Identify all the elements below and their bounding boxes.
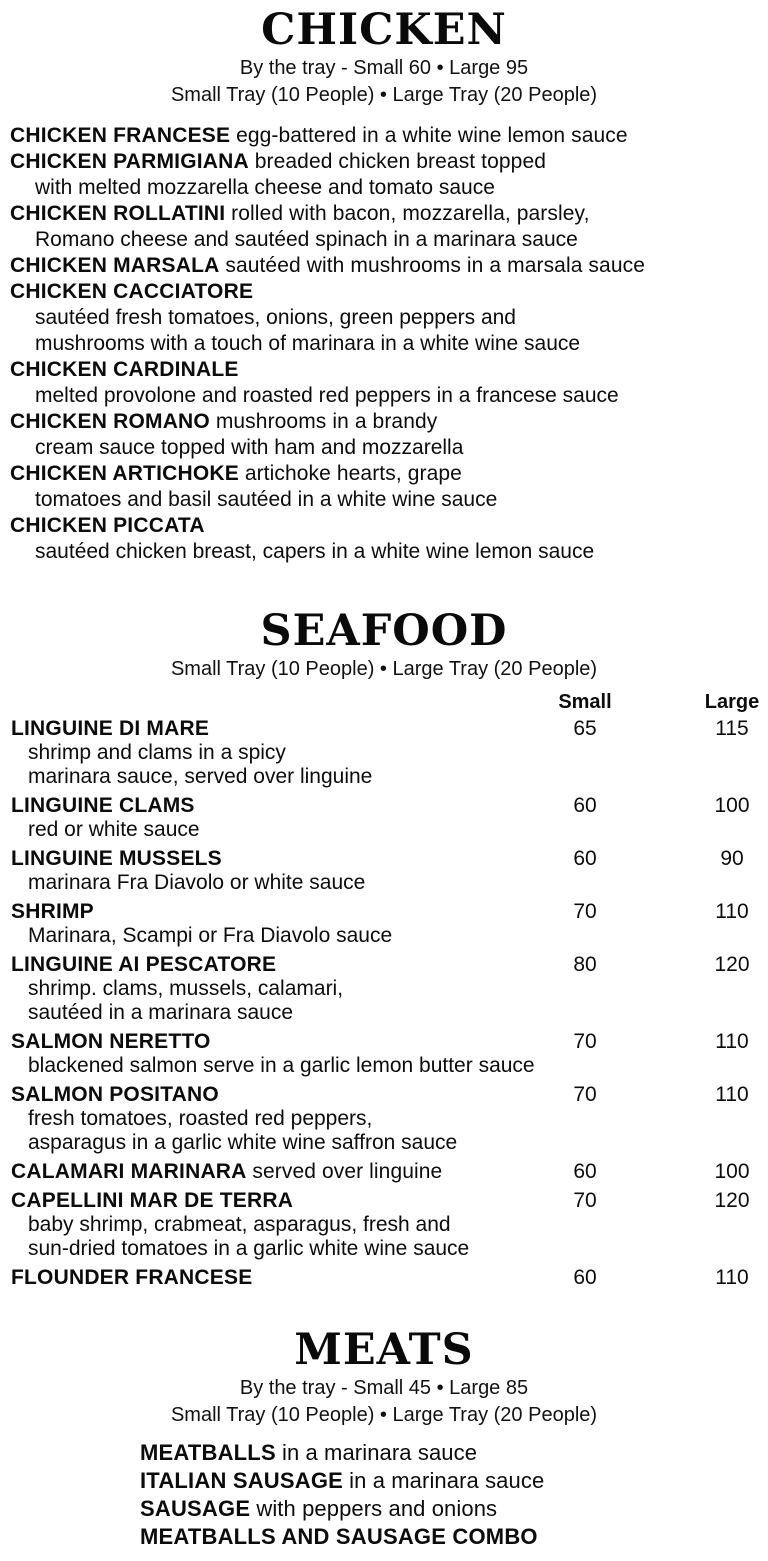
- item-name: LINGUINE DI MARE: [11, 717, 210, 741]
- item-description-line: sautéed chicken breast, capers in a white wine lemon sauce: [35, 540, 595, 564]
- menu-items: [0, 1439, 768, 1551]
- item-name: CHICKEN ROLLATINI: [10, 202, 226, 226]
- item-name: FLOUNDER FRANCESE: [11, 1266, 253, 1290]
- item-name: CHICKEN ROMANO: [10, 410, 210, 434]
- price-large: 110: [715, 900, 749, 924]
- menu-item-line: [11, 953, 768, 977]
- section-title: SEAFOOD: [260, 606, 508, 657]
- price-large: 115: [715, 717, 749, 741]
- section-meats: [0, 1325, 768, 1551]
- item-description: served over linguine: [252, 1160, 443, 1184]
- section-title: CHICKEN: [261, 5, 507, 55]
- item-name: CAPELLINI MAR DE TERRA: [11, 1189, 294, 1213]
- menu-item-line: [10, 123, 768, 149]
- price-small: 60: [573, 1266, 597, 1290]
- item-description-line: red or white sauce: [28, 818, 200, 842]
- menu-item-row: [11, 1189, 768, 1261]
- section-subtitle: By the tray - Small 45 • Large 85: [239, 1377, 529, 1400]
- column-header-small: Small: [558, 691, 612, 714]
- section-subtitle: Small Tray (10 People) • Large Tray (20 People): [170, 658, 598, 681]
- menu-item: [10, 123, 768, 149]
- price-large: 120: [714, 953, 750, 977]
- item-description-line: Romano cheese and sautéed spinach in a marinara sauce: [35, 228, 578, 252]
- item-description-line: baby shrimp, crabmeat, asparagus, fresh and: [28, 1213, 451, 1237]
- item-description-line: tomatoes and basil sautéed in a white wine sauce: [35, 488, 498, 512]
- price-large: 90: [720, 847, 744, 871]
- item-name: LINGUINE CLAMS: [11, 794, 195, 818]
- menu-item-line: [10, 201, 768, 227]
- item-name: SALMON NERETTO: [11, 1030, 211, 1054]
- section-subtitle: Small Tray (10 People) • Large Tray (20 People): [170, 84, 598, 107]
- menu-item-line: [10, 253, 768, 279]
- menu-item-line: [10, 357, 768, 383]
- item-description-line: sautéed in a marinara sauce: [28, 1001, 293, 1025]
- section-subtitle: Small Tray (10 People) • Large Tray (20 People): [170, 1404, 598, 1427]
- menu-item: [140, 1523, 768, 1551]
- menu-item: [10, 279, 768, 357]
- item-name: CHICKEN CARDINALE: [10, 358, 239, 382]
- menu-item: [140, 1495, 768, 1523]
- section-seafood: [0, 606, 768, 1290]
- price-large: 110: [715, 1266, 749, 1290]
- item-description-line: marinara Fra Diavolo or white sauce: [28, 871, 366, 895]
- price-small: 70: [573, 900, 597, 924]
- item-description-line: sun-dried tomatoes in a garlic white wine sauce: [28, 1237, 470, 1261]
- item-description: mushrooms in a brandy: [215, 410, 438, 434]
- menu-item-line: [10, 461, 768, 487]
- item-name: SAUSAGE: [140, 1496, 251, 1522]
- item-name: CHICKEN CACCIATORE: [10, 280, 254, 304]
- item-description: breaded chicken breast topped: [254, 150, 547, 174]
- price-large: 100: [714, 1160, 750, 1184]
- item-description: egg-battered in a white wine lemon sauce: [236, 124, 628, 148]
- menu-item: [10, 201, 768, 253]
- menu-item: [10, 357, 768, 409]
- menu-item-row: [11, 1083, 768, 1155]
- item-description-line: mushrooms with a touch of marinara in a white wine sauce: [35, 332, 581, 356]
- section-chicken: [0, 5, 768, 565]
- menu-items: [0, 717, 768, 1290]
- menu-item-line: [10, 149, 768, 175]
- price-small: 70: [573, 1030, 597, 1054]
- item-description-line: sautéed fresh tomatoes, onions, green peppers and: [35, 306, 516, 330]
- menu-items: [0, 123, 768, 565]
- item-name: CHICKEN ARTICHOKE: [10, 462, 239, 486]
- price-small: 60: [573, 847, 597, 871]
- item-description-line: fresh tomatoes, roasted red peppers,: [28, 1107, 373, 1131]
- menu-item-row: [11, 717, 768, 789]
- item-name: CHICKEN PARMIGIANA: [10, 150, 249, 174]
- column-header-large: Large: [704, 691, 760, 714]
- item-name: SALMON POSITANO: [11, 1083, 219, 1107]
- item-description-line: asparagus in a garlic white wine saffron sauce: [28, 1131, 458, 1155]
- item-description-line: shrimp and clams in a spicy: [28, 741, 286, 765]
- price-small: 70: [573, 1083, 597, 1107]
- item-description-line: blackened salmon serve in a garlic lemon butter sauce: [28, 1054, 535, 1078]
- menu-item-row: [11, 847, 768, 895]
- section-title: MEATS: [294, 1325, 474, 1376]
- item-name: MEATBALLS: [140, 1440, 276, 1466]
- menu-item: [10, 149, 768, 201]
- price-large: 110: [715, 1083, 749, 1107]
- menu-item-row: [11, 1030, 768, 1078]
- item-description: with peppers and onions: [256, 1496, 498, 1522]
- section-subtitle: By the tray - Small 60 • Large 95: [239, 57, 529, 80]
- price-small: 70: [573, 1189, 597, 1213]
- menu-item-line: [11, 900, 768, 924]
- menu-item-row: [11, 1266, 768, 1290]
- item-description: rolled with bacon, mozzarella, parsley,: [231, 202, 590, 226]
- menu-item: [10, 461, 768, 513]
- price-large: 120: [714, 1189, 750, 1213]
- item-description-line: cream sauce topped with ham and mozzarella: [35, 436, 464, 460]
- menu-item-row: [11, 794, 768, 842]
- menu-item-line: [11, 1160, 768, 1184]
- menu-item-line: [10, 409, 768, 435]
- item-name: MEATBALLS AND SAUSAGE COMBO: [140, 1524, 538, 1550]
- item-description: in a marinara sauce: [281, 1440, 478, 1466]
- menu-item: [140, 1439, 768, 1467]
- item-name: ITALIAN SAUSAGE: [140, 1468, 344, 1494]
- item-description: in a marinara sauce: [349, 1468, 545, 1494]
- item-name: LINGUINE AI PESCATORE: [11, 953, 277, 977]
- item-name: SHRIMP: [11, 900, 94, 924]
- menu-item-line: [11, 717, 768, 741]
- price-small: 60: [573, 794, 597, 818]
- price-small: 80: [573, 953, 597, 977]
- item-name: CHICKEN MARSALA: [10, 254, 220, 278]
- menu-item-row: [11, 953, 768, 1025]
- menu-item-line: [11, 1030, 768, 1054]
- item-description: sautéed with mushrooms in a marsala sauce: [225, 254, 645, 278]
- item-description-line: melted provolone and roasted red peppers in a francese sauce: [35, 384, 619, 408]
- item-name: CHICKEN PICCATA: [10, 514, 205, 538]
- menu-item-line: [10, 279, 768, 305]
- item-description-line: marinara sauce, served over linguine: [28, 765, 373, 789]
- menu-item-line: [11, 1083, 768, 1107]
- item-description-line: Marinara, Scampi or Fra Diavolo sauce: [28, 924, 393, 948]
- item-name: LINGUINE MUSSELS: [11, 847, 222, 871]
- menu-item-line: [11, 1189, 768, 1213]
- menu-item-line: [11, 794, 768, 818]
- price-column-headers: [0, 691, 768, 713]
- menu-item-row: [11, 1160, 768, 1184]
- menu-item-line: [11, 847, 768, 871]
- price-small: 60: [573, 1160, 597, 1184]
- item-name: CHICKEN FRANCESE: [10, 124, 231, 148]
- item-description: artichoke hearts, grape: [244, 462, 462, 486]
- item-description-line: shrimp. clams, mussels, calamari,: [28, 977, 344, 1001]
- menu-item: [10, 253, 768, 279]
- price-large: 110: [715, 1030, 749, 1054]
- menu-item-line: [11, 1266, 768, 1290]
- price-small: 65: [573, 717, 597, 741]
- menu-item-row: [11, 900, 768, 948]
- item-name: CALAMARI MARINARA: [11, 1160, 247, 1184]
- price-large: 100: [714, 794, 750, 818]
- menu-item: [10, 409, 768, 461]
- menu-item-line: [10, 513, 768, 539]
- menu-item: [10, 513, 768, 565]
- item-description-line: with melted mozzarella cheese and tomato sauce: [35, 176, 495, 200]
- menu-item: [140, 1467, 768, 1495]
